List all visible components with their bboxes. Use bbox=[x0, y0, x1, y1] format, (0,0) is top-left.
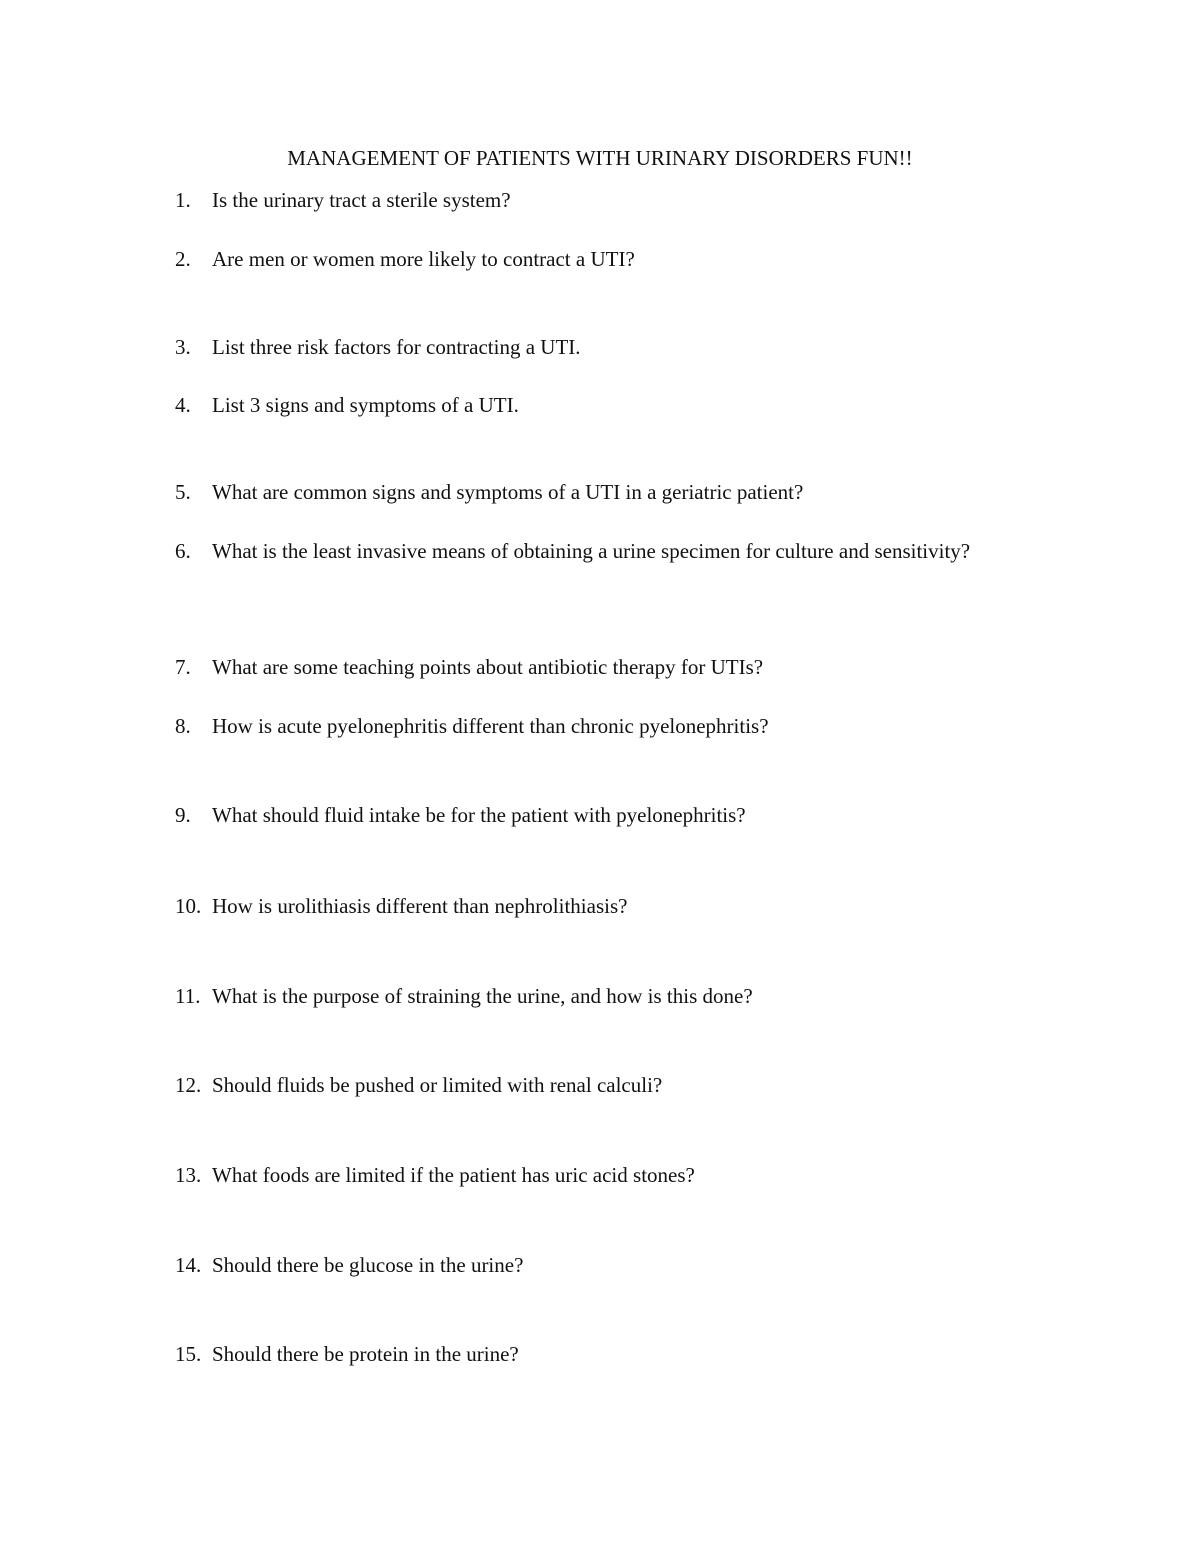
question-text: List 3 signs and symptoms of a UTI. bbox=[212, 393, 519, 417]
document-title: MANAGEMENT OF PATIENTS WITH URINARY DISORDERS FUN!! bbox=[287, 146, 913, 170]
question-item bbox=[175, 245, 975, 274]
question-number: 1. bbox=[175, 188, 191, 212]
question-number: 7. bbox=[175, 655, 191, 679]
question-text: Should there be glucose in the urine? bbox=[212, 1253, 524, 1277]
question-item bbox=[175, 1251, 975, 1280]
question-item bbox=[175, 537, 975, 566]
question-number: 9. bbox=[175, 803, 191, 827]
question-number: 8. bbox=[175, 714, 191, 738]
question-number: 12. bbox=[175, 1073, 202, 1097]
question-item bbox=[175, 333, 975, 362]
question-text: What are common signs and symptoms of a UTI in a geriatric patient? bbox=[212, 480, 804, 504]
question-item bbox=[175, 1340, 975, 1369]
question-number: 5. bbox=[175, 480, 191, 504]
question-text: Is the urinary tract a sterile system? bbox=[212, 188, 511, 212]
question-text: How is acute pyelonephritis different than chronic pyelonephritis? bbox=[212, 714, 769, 738]
question-number: 13. bbox=[175, 1163, 202, 1187]
question-text: What is the purpose of straining the urine, and how is this done? bbox=[212, 984, 753, 1008]
question-number: 3. bbox=[175, 335, 191, 359]
question-text: What are some teaching points about antibiotic therapy for UTIs? bbox=[212, 655, 764, 679]
question-number: 11. bbox=[175, 984, 201, 1008]
question-text: Should fluids be pushed or limited with renal calculi? bbox=[212, 1073, 663, 1097]
question-item bbox=[175, 892, 975, 921]
question-number: 10. bbox=[175, 894, 202, 918]
question-number: 14. bbox=[175, 1253, 202, 1277]
question-number: 15. bbox=[175, 1342, 202, 1366]
question-text: What is the least invasive means of obtaining a urine specimen for culture and sensitivity? bbox=[212, 539, 971, 563]
question-text: What should fluid intake be for the patient with pyelonephritis? bbox=[212, 803, 746, 827]
question-item bbox=[175, 653, 975, 682]
question-item bbox=[175, 712, 975, 741]
question-item bbox=[175, 478, 975, 507]
question-number: 2. bbox=[175, 247, 191, 271]
question-text: Are men or women more likely to contract a UTI? bbox=[212, 247, 635, 271]
question-number: 6. bbox=[175, 539, 191, 563]
question-item bbox=[175, 391, 975, 420]
question-item bbox=[175, 982, 975, 1011]
question-text: What foods are limited if the patient has uric acid stones? bbox=[212, 1163, 695, 1187]
question-item bbox=[175, 1071, 975, 1100]
question-item bbox=[175, 801, 975, 830]
question-number: 4. bbox=[175, 393, 191, 417]
question-text: Should there be protein in the urine? bbox=[212, 1342, 519, 1366]
question-item bbox=[175, 186, 975, 215]
question-text: List three risk factors for contracting a UTI. bbox=[212, 335, 581, 359]
question-item bbox=[175, 1161, 975, 1190]
question-text: How is urolithiasis different than nephrolithiasis? bbox=[212, 894, 628, 918]
